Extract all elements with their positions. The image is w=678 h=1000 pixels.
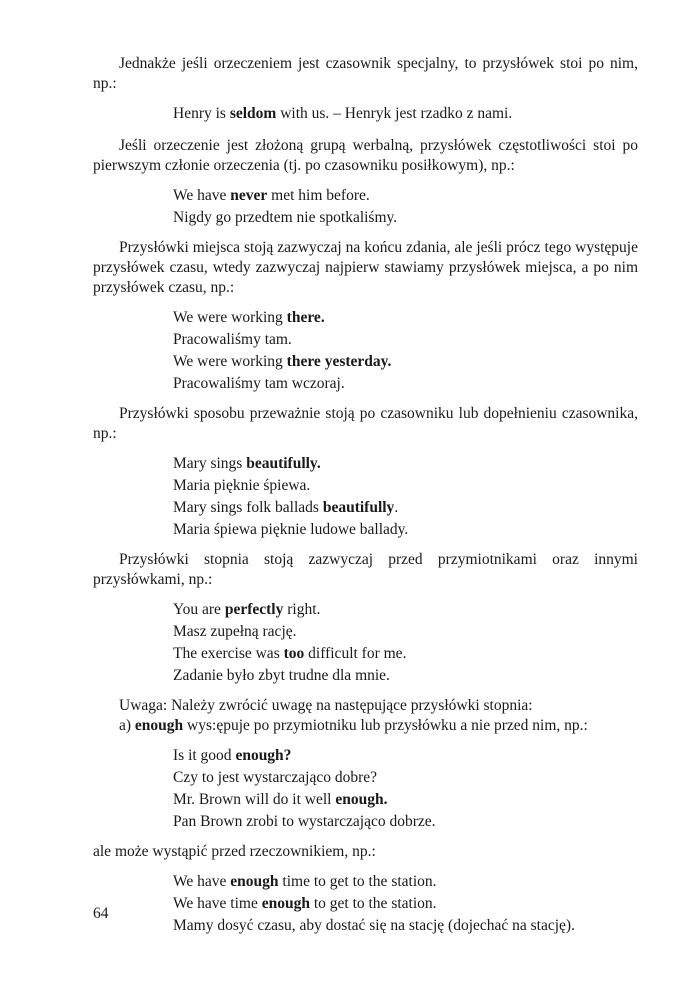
- text-run: to get to the station.: [309, 895, 437, 912]
- bold-term: beautifully.: [246, 455, 321, 472]
- example-line: [173, 790, 638, 810]
- text-run: Zadanie było zbyt trudne dla mnie.: [173, 667, 390, 684]
- text-run: a): [119, 717, 135, 734]
- text-run: We were working: [173, 353, 287, 370]
- example-line: [173, 186, 638, 206]
- text-run: ale może wystąpić przed rzeczownikiem, np.:: [93, 843, 376, 860]
- example-never: [173, 186, 638, 228]
- example-enough-after: [173, 746, 638, 832]
- text-run: met him before.: [267, 187, 370, 204]
- example-line: [173, 498, 638, 518]
- para-compound-predicate: [93, 136, 638, 176]
- page-content: [93, 54, 638, 936]
- text-run: Pan Brown zrobi to wystarczająco dobrze.: [173, 813, 436, 830]
- text-run: You are: [173, 601, 225, 618]
- example-line: [173, 746, 638, 766]
- example-there: [173, 308, 638, 394]
- text-run: Czy to jest wystarczająco dobre?: [173, 769, 377, 786]
- bold-term: enough: [134, 717, 184, 734]
- para-before-noun: [93, 842, 638, 862]
- example-line: [173, 104, 638, 124]
- note-item-line: [93, 716, 638, 736]
- text-run: .: [394, 499, 399, 516]
- text-run: Pracowaliśmy tam wczoraj.: [173, 375, 345, 392]
- text-run: We have: [173, 873, 231, 890]
- example-line: [173, 916, 638, 936]
- example-seldom: [173, 104, 638, 124]
- text-run: Jeśli orzeczenie jest złożoną grupą werbalną, przysłówek częstotliwości stoi po pierwszym członie orzeczenia (tj. po czasowniku posiłkowym), np.:: [93, 137, 638, 174]
- text-run: Przysłówki sposobu przeważnie stoją po czasowniku lub dopełnieniu czasownika, np.:: [93, 405, 638, 442]
- text-run: Przysłówki stopnia stoją zazwyczaj przed przymiotnikami oraz innymi przysłówkami, np.:: [93, 551, 638, 588]
- para-place-adverbs: [93, 238, 638, 298]
- text-run: We have: [173, 187, 231, 204]
- example-line: [173, 600, 638, 620]
- text-run: Jednakże jeśli orzeczeniem jest czasownik specjalny, to przysłówek stoi po nim, np.:: [93, 55, 638, 92]
- bold-term: enough: [261, 895, 310, 912]
- note-enough: [93, 696, 638, 736]
- example-line: [173, 894, 638, 914]
- text-run: Przysłówki miejsca stoją zazwyczaj na końcu zdania, ale jeśli prócz tego występuje przysłówek czasu, wtedy zazwyczaj najpierw stawiamy przysłówek miejsca, a po nim przysłówek czasu, np.:: [93, 239, 638, 296]
- note-heading-line: [93, 696, 638, 716]
- text-run: right.: [283, 601, 321, 618]
- example-line: [173, 208, 638, 228]
- text-run: Maria pięknie śpiewa.: [173, 477, 311, 494]
- bold-term: seldom: [229, 105, 277, 122]
- example-line: [173, 666, 638, 686]
- para-special-verb: [93, 54, 638, 94]
- example-beautifully: [173, 454, 638, 540]
- example-perfectly-too: [173, 600, 638, 686]
- bold-term: perfectly: [224, 601, 284, 618]
- example-line: [173, 330, 638, 350]
- bold-term: too: [283, 645, 305, 662]
- example-line: [173, 374, 638, 394]
- page-number: 64: [93, 905, 109, 922]
- text-run: Henry is: [173, 105, 230, 122]
- text-run: Mary sings: [173, 455, 247, 472]
- bold-term: enough?: [235, 747, 292, 764]
- example-line: [173, 476, 638, 496]
- text-run: Mamy dosyć czasu, aby dostać się na stację (dojechać na stację).: [173, 917, 575, 934]
- text-run: Uwaga: Należy zwrócić uwagę na następujące przysłówki stopnia:: [119, 697, 533, 714]
- example-line: [173, 872, 638, 892]
- text-run: time to get to the station.: [278, 873, 437, 890]
- para-degree-adverbs: [93, 550, 638, 590]
- text-run: Nigdy go przedtem nie spotkaliśmy.: [173, 209, 398, 226]
- bold-term: there yesterday.: [286, 353, 392, 370]
- bold-term: enough: [230, 873, 279, 890]
- text-run: Mary sings folk ballads: [173, 499, 323, 516]
- text-run: with us. – Henryk jest rzadko z nami.: [276, 105, 513, 122]
- bold-term: beautifully: [322, 499, 395, 516]
- example-line: [173, 308, 638, 328]
- example-line: [173, 352, 638, 372]
- text-run: Mr. Brown will do it well: [173, 791, 336, 808]
- example-line: [173, 622, 638, 642]
- text-run: Maria śpiewa pięknie ludowe ballady.: [173, 521, 409, 538]
- example-line: [173, 812, 638, 832]
- bold-term: there.: [286, 309, 325, 326]
- bold-term: enough.: [335, 791, 388, 808]
- text-run: We were working: [173, 309, 287, 326]
- text-run: We have time: [173, 895, 262, 912]
- example-line: [173, 520, 638, 540]
- text-run: Pracowaliśmy tam.: [173, 331, 292, 348]
- example-line: [173, 644, 638, 664]
- text-run: Is it good: [173, 747, 236, 764]
- text-run: Masz zupełną rację.: [173, 623, 297, 640]
- bold-term: never: [230, 187, 268, 204]
- example-line: [173, 768, 638, 788]
- example-line: [173, 454, 638, 474]
- para-manner-adverbs: [93, 404, 638, 444]
- text-run: difficult for me.: [304, 645, 407, 662]
- text-run: The exercise was: [173, 645, 284, 662]
- text-run: wys:ępuje po przymiotniku lub przysłówku a nie przed nim, np.:: [183, 717, 588, 734]
- example-enough-time: [173, 872, 638, 936]
